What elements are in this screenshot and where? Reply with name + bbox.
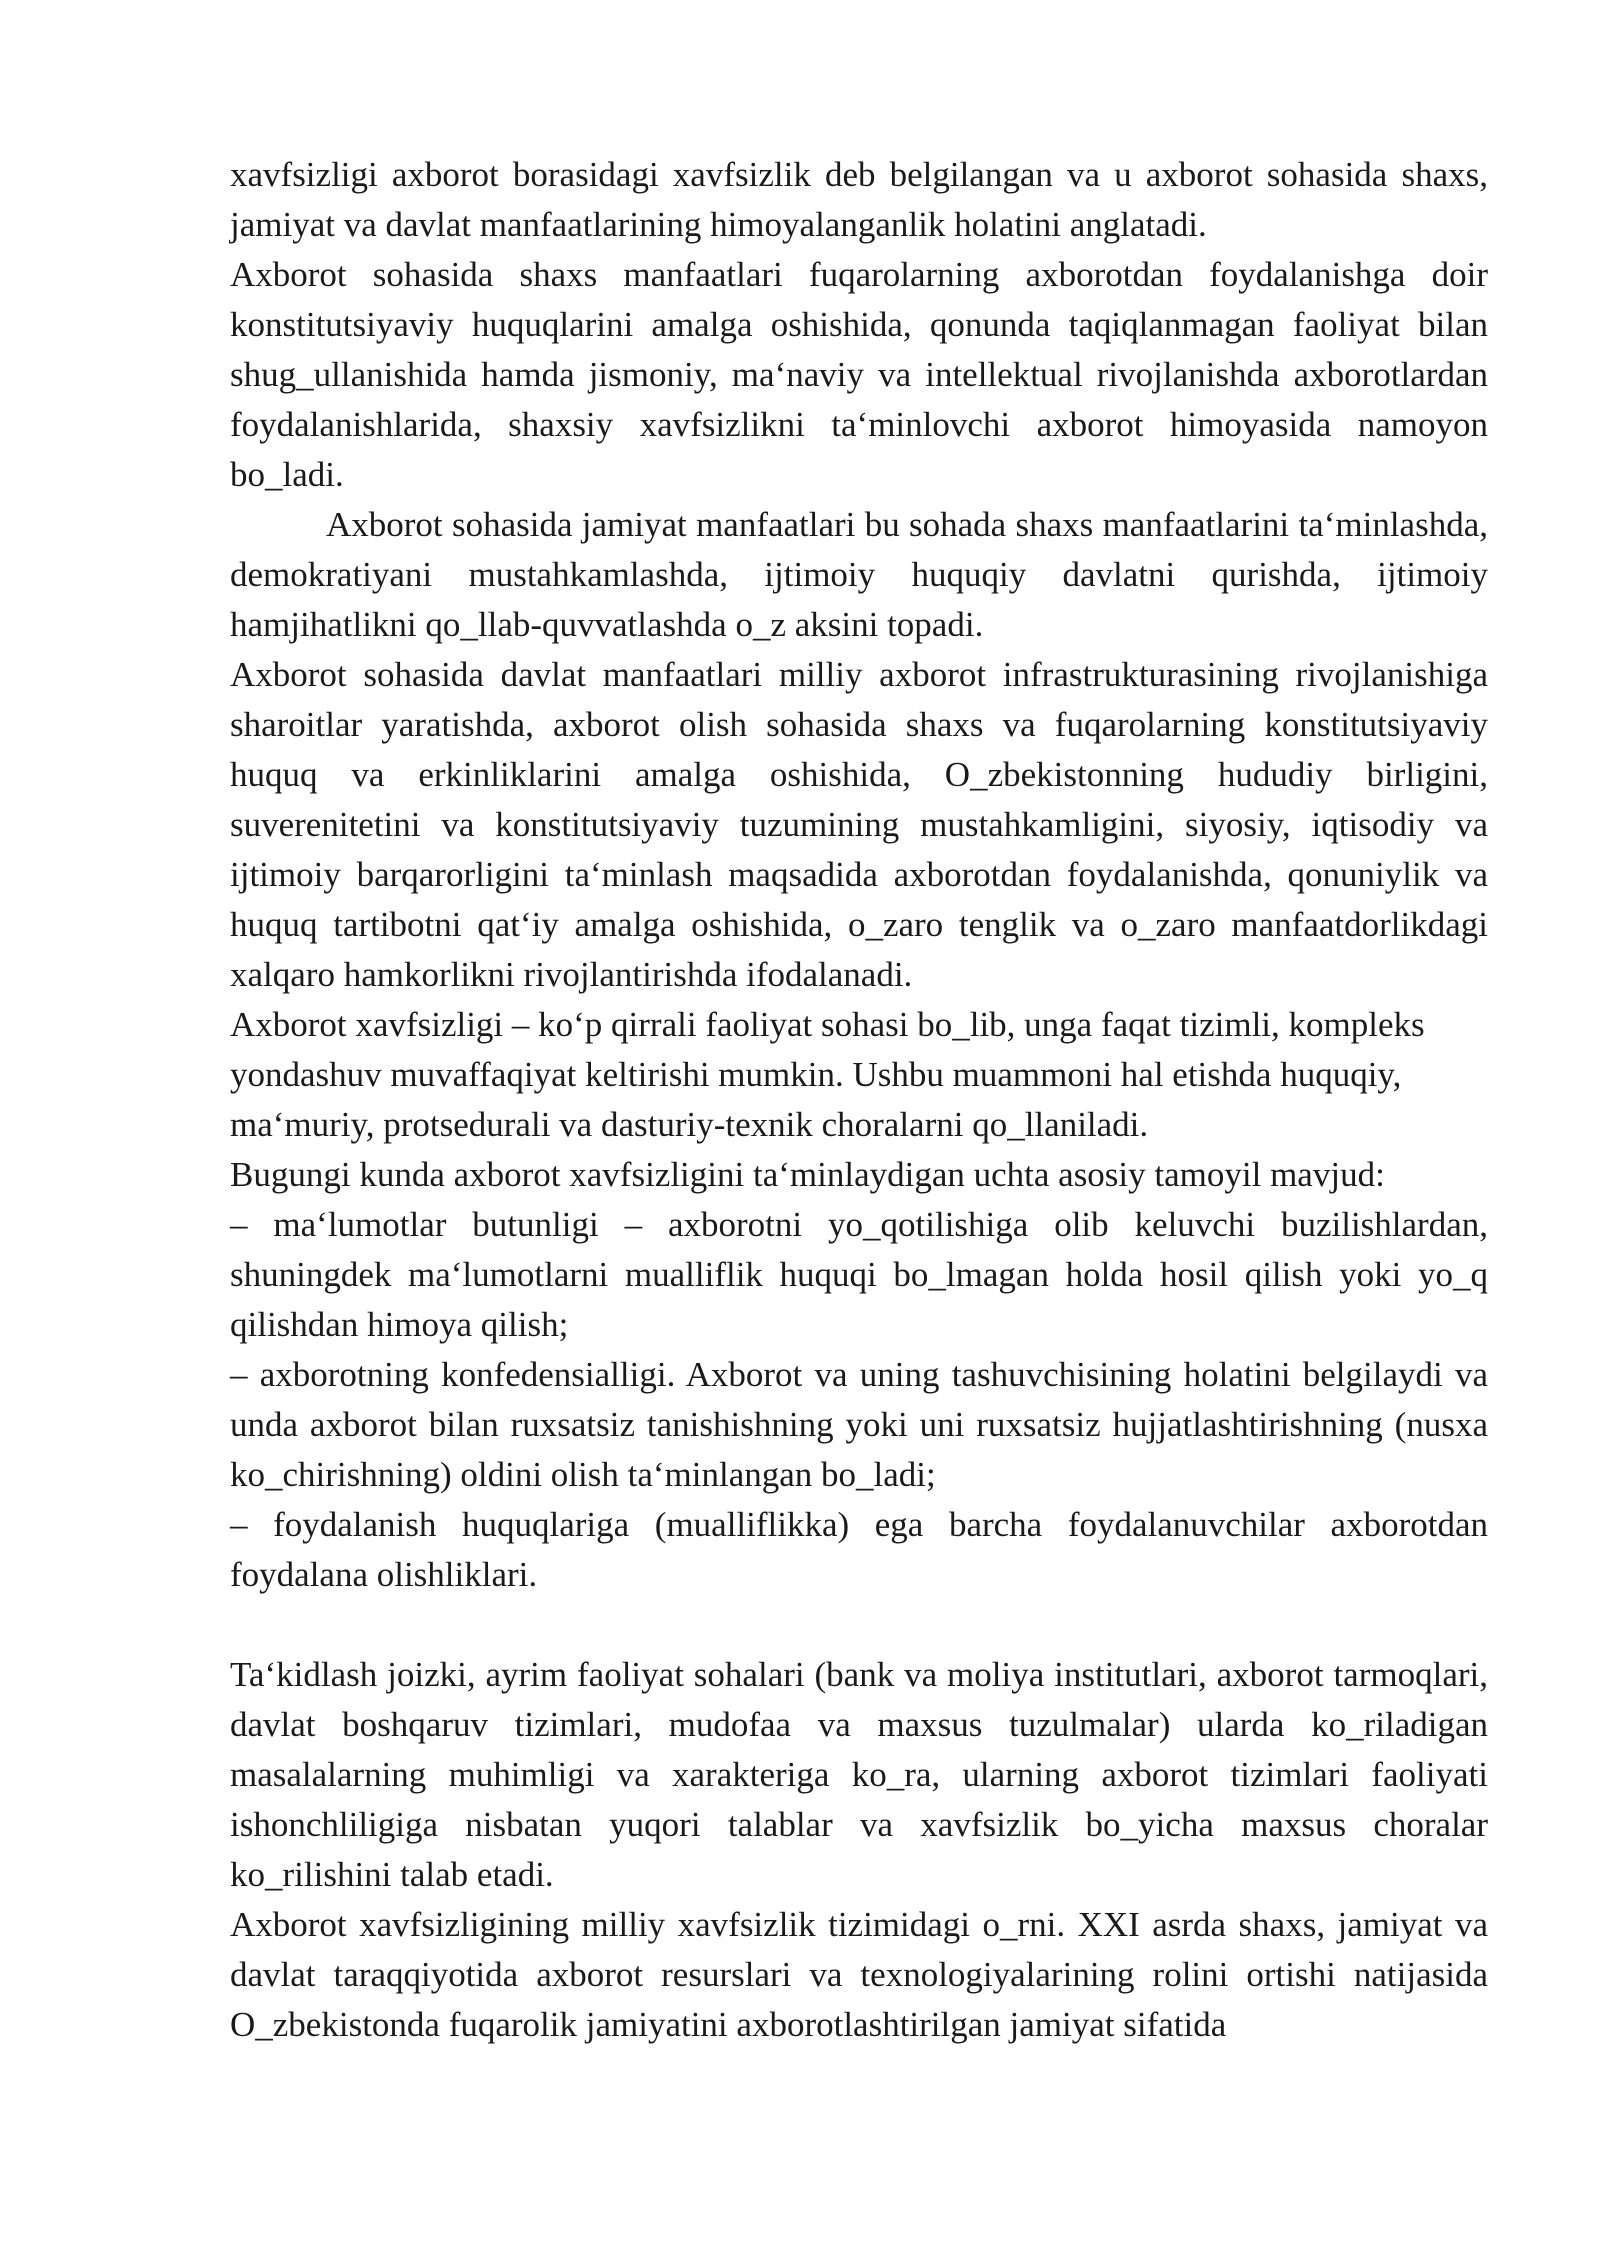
document-page <box>230 150 1488 2050</box>
paragraph-intro-continuation: xavfsizligi axborot borasidagi xavfsizlik deb belgilangan va u axborot sohasida shaxs, jamiyat va davlat manfaatlarining himoyalanganlik holatini anglatadi. <box>230 155 1488 244</box>
paragraph-principles-intro: Bugungi kunda axborot xavfsizligini ta‘minlaydigan uchta asosiy tamoyil mavjud: <box>230 1155 1385 1194</box>
paragraph-spacer <box>230 1600 1488 1650</box>
list-item-availability: – foydalanish huquqlariga (mualliflikka) ega barcha foydalanuvchilar axborotdan foydalana olishliklari. <box>230 1505 1488 1594</box>
paragraph-national-security-role: Axborot xavfsizligining milliy xavfsizlik tizimidagi o_rni. XXI asrda shaxs, jamiyat va davlat taraqqiyotida axborot resurslari va texnologiyalarining rolini ortishi natijasida O_zbekistonda fuqarolik jamiyatini axborotlashtirilgan jamiyat sifatida <box>230 1905 1488 2044</box>
paragraph-personal-interests: Axborot sohasida shaxs manfaatlari fuqarolarning axborotdan foydalanishga doir konstitutsiyaviy huquqlarini amalga oshishida, qonunda taqiqlanmagan faoliyat bilan shug_ullanishida hamda jismoniy, ma‘naviy va intellektual rivojlanishda axborotlardan foydalanishlarida, shaxsiy xavfsizlikni ta‘minlovchi axborot himoyasida namoyon bo_ladi. <box>230 255 1488 494</box>
list-item-confidentiality: – axborotning konfedensialligi. Axborot va uning tashuvchisining holatini belgilaydi va unda axborot bilan ruxsatsiz tanishishning yoki uni ruxsatsiz hujjatlashtirishning (nusxa ko_chirishning) oldini olish ta‘minlangan bo_ladi; <box>230 1355 1488 1494</box>
list-item-data-integrity: – ma‘lumotlar butunligi – axborotni yo_qotilishiga olib keluvchi buzilishlardan, shuningdek ma‘lumotlarni mualliflik huquqi bo_lmagan holda hosil qilish yoki yo_q qilishdan himoya qilish; <box>230 1205 1488 1344</box>
paragraph-society-interests: Axborot sohasida jamiyat manfaatlari bu sohada shaxs manfaatlarini ta‘minlashda, demokratiyani mustahkamlashda, ijtimoiy huquqiy davlatni qurishda, ijtimoiy hamjihatlikni qo_llab-quvvatlashda o_z aksini topadi. <box>230 505 1488 644</box>
paragraph-state-interests: Axborot sohasida davlat manfaatlari milliy axborot infrastrukturasining rivojlanishiga sharoitlar yaratishda, axborot olish sohasida shaxs va fuqarolarning konstitutsiyaviy huquq va erkinliklarini amalga oshishida, O_zbekistonning hududiy birligini, suverenitetini va konstitutsiyaviy tuzumining mustahkamligini, siyosiy, iqtisodiy va ijtimoiy barqarorligini ta‘minlash maqsadida axborotdan foydalanishda, qonuniylik va huquq tartibotni qat‘iy amalga oshishida, o_zaro tenglik va o_zaro manfaatdorlikdagi xalqaro hamkorlikni rivojlantirishda ifodalanadi. <box>230 655 1488 994</box>
paragraph-info-security-definition: Axborot xavfsizligi – ko‘p qirrali faoliyat sohasi bo_lib, unga faqat tizimli, kompleks yondashuv muvaffaqiyat keltirishi mumkin. Ushbu muammoni hal etishda huquqiy, ma‘muriy, protsedurali va dasturiy-texnik choralarni qo_llaniladi. <box>230 1005 1425 1144</box>
paragraph-special-sectors: Ta‘kidlash joizki, ayrim faoliyat sohalari (bank va moliya institutlari, axborot tarmoqlari, davlat boshqaruv tizimlari, mudofaa va maxsus tuzulmalar) ularda ko_riladigan masalalarning muhimligi va xarakteriga ko_ra, ularning axborot tizimlari faoliyati ishonchliligiga nisbatan yuqori talablar va xavfsizlik bo_yicha maxsus choralar ko_rilishini talab etadi. <box>230 1655 1488 1894</box>
